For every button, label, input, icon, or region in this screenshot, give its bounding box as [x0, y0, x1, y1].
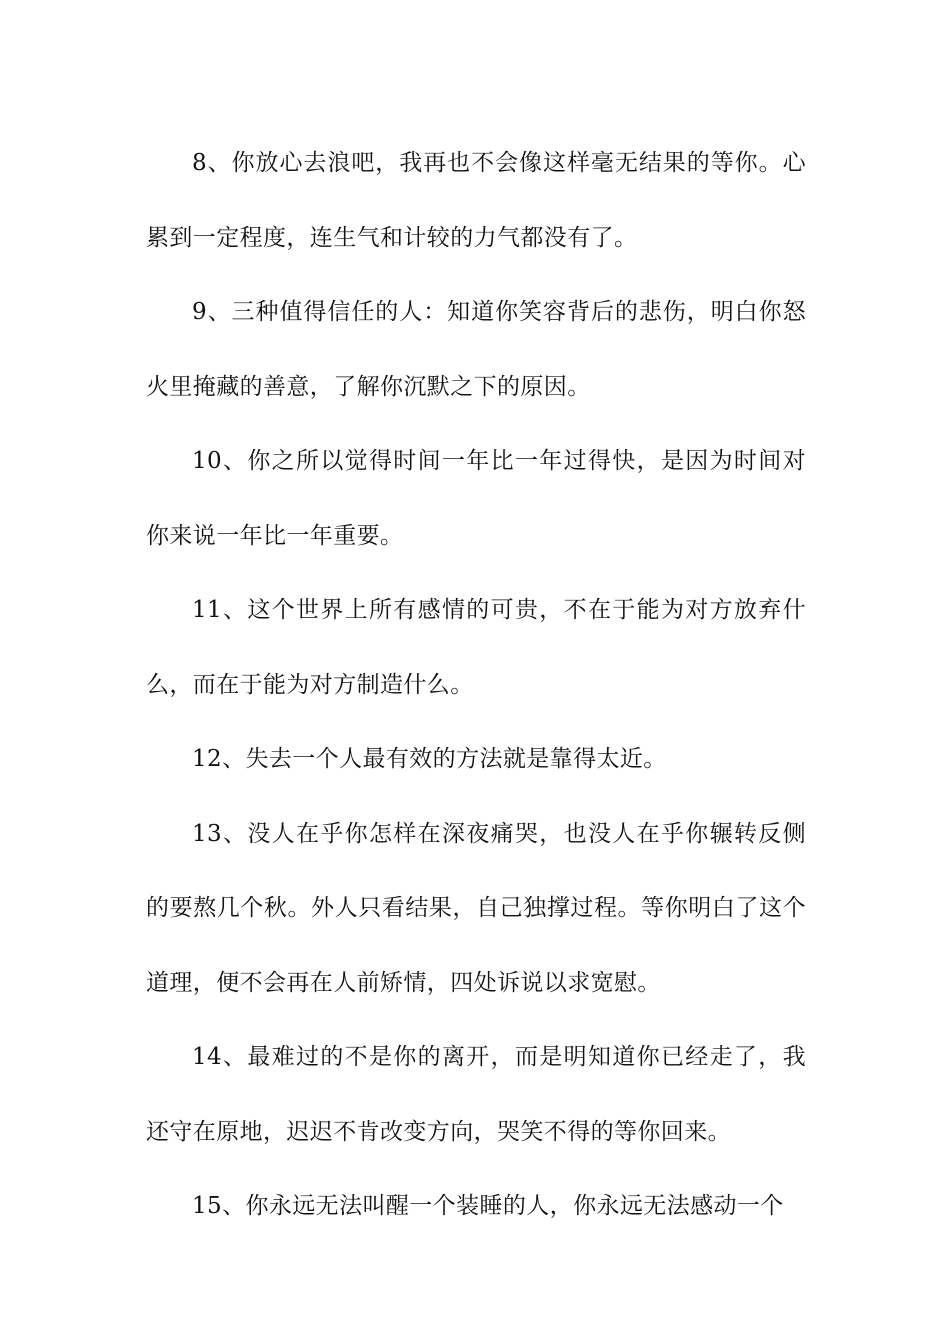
paragraph-10: 10、你之所以觉得时间一年比一年过得快，是因为时间对你来说一年比一年重要。	[146, 448, 806, 549]
paragraph-14: 14、最难过的不是你的离开，而是明知道你已经走了，我还守在原地，迟迟不肯改变方向，哭笑不得的等你回来。	[146, 1044, 806, 1145]
paragraph-12: 12、失去一个人最有效的方法就是靠得太近。	[192, 746, 667, 772]
paragraph-8: 8、你放心去浪吧，我再也不会像这样毫无结果的等你。心累到一定程度，连生气和计较的力气都没有了。	[146, 150, 806, 251]
paragraph-15: 15、你永远无法叫醒一个装睡的人，你永远无法感动一个	[192, 1193, 784, 1219]
paragraph-11: 11、这个世界上所有感情的可贵，不在于能为对方放弃什么，而在于能为对方制造什么。	[146, 597, 806, 698]
document-body	[146, 126, 806, 1244]
paragraph-9: 9、三种值得信任的人：知道你笑容背后的悲伤，明白你怒火里掩藏的善意，了解你沉默之下的原因。	[146, 299, 806, 400]
paragraph-13: 13、没人在乎你怎样在深夜痛哭，也没人在乎你辗转反侧的要熬几个秋。外人只看结果，自己独撑过程。等你明白了这个道理，便不会再在人前矫情，四处诉说以求宽慰。	[146, 820, 806, 996]
